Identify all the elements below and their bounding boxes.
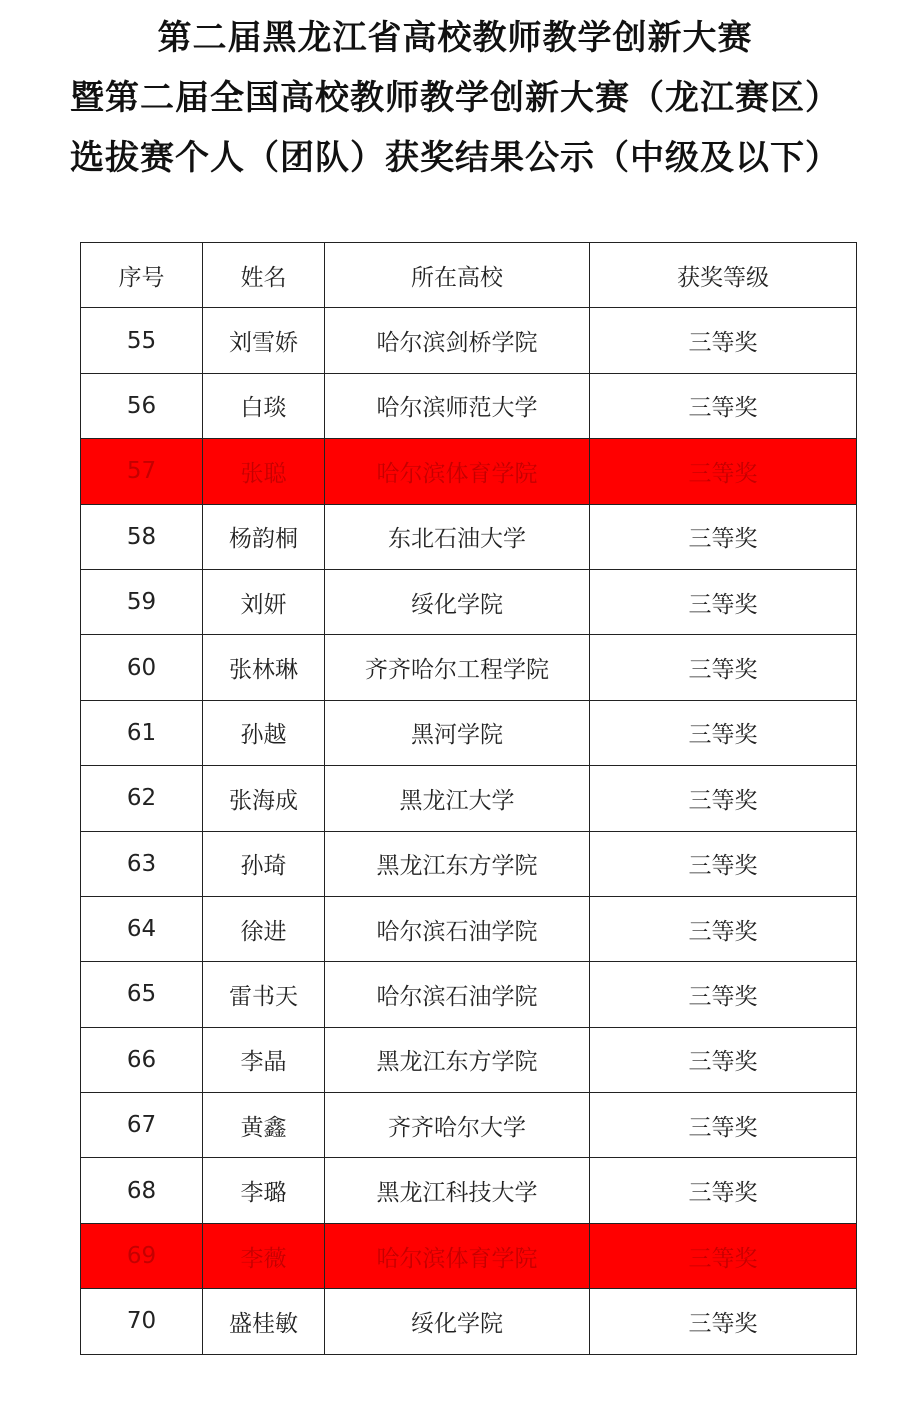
table-row — [81, 1158, 857, 1223]
cell-name: 张海成 — [203, 766, 325, 831]
table-row — [81, 439, 857, 504]
cell-school: 哈尔滨石油学院 — [325, 896, 590, 961]
cell-number: 70 — [81, 1289, 203, 1354]
cell-school: 绥化学院 — [325, 569, 590, 634]
title-line-3: 选拔赛个人（团队）获奖结果公示（中级及以下） — [70, 138, 840, 178]
page-title — [0, 8, 910, 188]
cell-number: 64 — [81, 896, 203, 961]
cell-number: 67 — [81, 1093, 203, 1158]
cell-number: 61 — [81, 700, 203, 765]
cell-award: 三等奖 — [590, 962, 857, 1027]
cell-award: 三等奖 — [590, 896, 857, 961]
cell-award: 三等奖 — [590, 1093, 857, 1158]
cell-name: 刘雪娇 — [203, 308, 325, 373]
cell-name: 白琰 — [203, 373, 325, 438]
cell-name: 盛桂敏 — [203, 1289, 325, 1354]
table-row — [81, 700, 857, 765]
cell-name: 李璐 — [203, 1158, 325, 1223]
cell-name: 张聪 — [203, 439, 325, 504]
cell-number: 69 — [81, 1223, 203, 1288]
table-row — [81, 635, 857, 700]
header-number: 序号 — [81, 243, 203, 308]
cell-award: 三等奖 — [590, 439, 857, 504]
cell-school: 哈尔滨石油学院 — [325, 962, 590, 1027]
cell-name: 孙琦 — [203, 831, 325, 896]
cell-award: 三等奖 — [590, 831, 857, 896]
cell-school: 绥化学院 — [325, 1289, 590, 1354]
cell-name: 徐进 — [203, 896, 325, 961]
cell-award: 三等奖 — [590, 1027, 857, 1092]
cell-award: 三等奖 — [590, 1223, 857, 1288]
title-line-1: 第二届黑龙江省高校教师教学创新大赛 — [157, 18, 753, 58]
cell-name: 雷书天 — [203, 962, 325, 1027]
cell-school: 哈尔滨体育学院 — [325, 439, 590, 504]
cell-number: 59 — [81, 569, 203, 634]
table-row — [81, 896, 857, 961]
cell-school: 黑河学院 — [325, 700, 590, 765]
header-award: 获奖等级 — [590, 243, 857, 308]
header-name: 姓名 — [203, 243, 325, 308]
cell-school: 哈尔滨剑桥学院 — [325, 308, 590, 373]
cell-school: 哈尔滨体育学院 — [325, 1223, 590, 1288]
cell-school: 黑龙江科技大学 — [325, 1158, 590, 1223]
cell-number: 55 — [81, 308, 203, 373]
cell-name: 杨韵桐 — [203, 504, 325, 569]
cell-number: 68 — [81, 1158, 203, 1223]
table-header-row — [81, 243, 857, 308]
cell-award: 三等奖 — [590, 1158, 857, 1223]
cell-school: 黑龙江东方学院 — [325, 1027, 590, 1092]
cell-award: 三等奖 — [590, 635, 857, 700]
cell-award: 三等奖 — [590, 766, 857, 831]
table-row — [81, 831, 857, 896]
cell-number: 60 — [81, 635, 203, 700]
table-row — [81, 308, 857, 373]
table-row — [81, 569, 857, 634]
cell-name: 刘妍 — [203, 569, 325, 634]
cell-name: 张林琳 — [203, 635, 325, 700]
cell-school: 黑龙江大学 — [325, 766, 590, 831]
table-row — [81, 504, 857, 569]
cell-award: 三等奖 — [590, 308, 857, 373]
table-row — [81, 766, 857, 831]
table-row — [81, 1027, 857, 1092]
title-line-2: 暨第二届全国高校教师教学创新大赛（龙江赛区） — [70, 78, 840, 118]
header-school: 所在高校 — [325, 243, 590, 308]
table-row — [81, 373, 857, 438]
cell-name: 李晶 — [203, 1027, 325, 1092]
cell-number: 57 — [81, 439, 203, 504]
cell-school: 东北石油大学 — [325, 504, 590, 569]
cell-number: 56 — [81, 373, 203, 438]
cell-award: 三等奖 — [590, 569, 857, 634]
cell-name: 黄鑫 — [203, 1093, 325, 1158]
cell-number: 58 — [81, 504, 203, 569]
cell-award: 三等奖 — [590, 373, 857, 438]
cell-school: 齐齐哈尔大学 — [325, 1093, 590, 1158]
cell-school: 齐齐哈尔工程学院 — [325, 635, 590, 700]
table-row — [81, 1093, 857, 1158]
cell-award: 三等奖 — [590, 700, 857, 765]
table-row — [81, 962, 857, 1027]
table-row — [81, 1223, 857, 1288]
cell-award: 三等奖 — [590, 504, 857, 569]
cell-number: 63 — [81, 831, 203, 896]
table-row — [81, 1289, 857, 1354]
cell-name: 孙越 — [203, 700, 325, 765]
cell-award: 三等奖 — [590, 1289, 857, 1354]
cell-number: 62 — [81, 766, 203, 831]
results-table — [80, 242, 857, 1355]
cell-school: 黑龙江东方学院 — [325, 831, 590, 896]
cell-school: 哈尔滨师范大学 — [325, 373, 590, 438]
cell-name: 李薇 — [203, 1223, 325, 1288]
cell-number: 65 — [81, 962, 203, 1027]
cell-number: 66 — [81, 1027, 203, 1092]
